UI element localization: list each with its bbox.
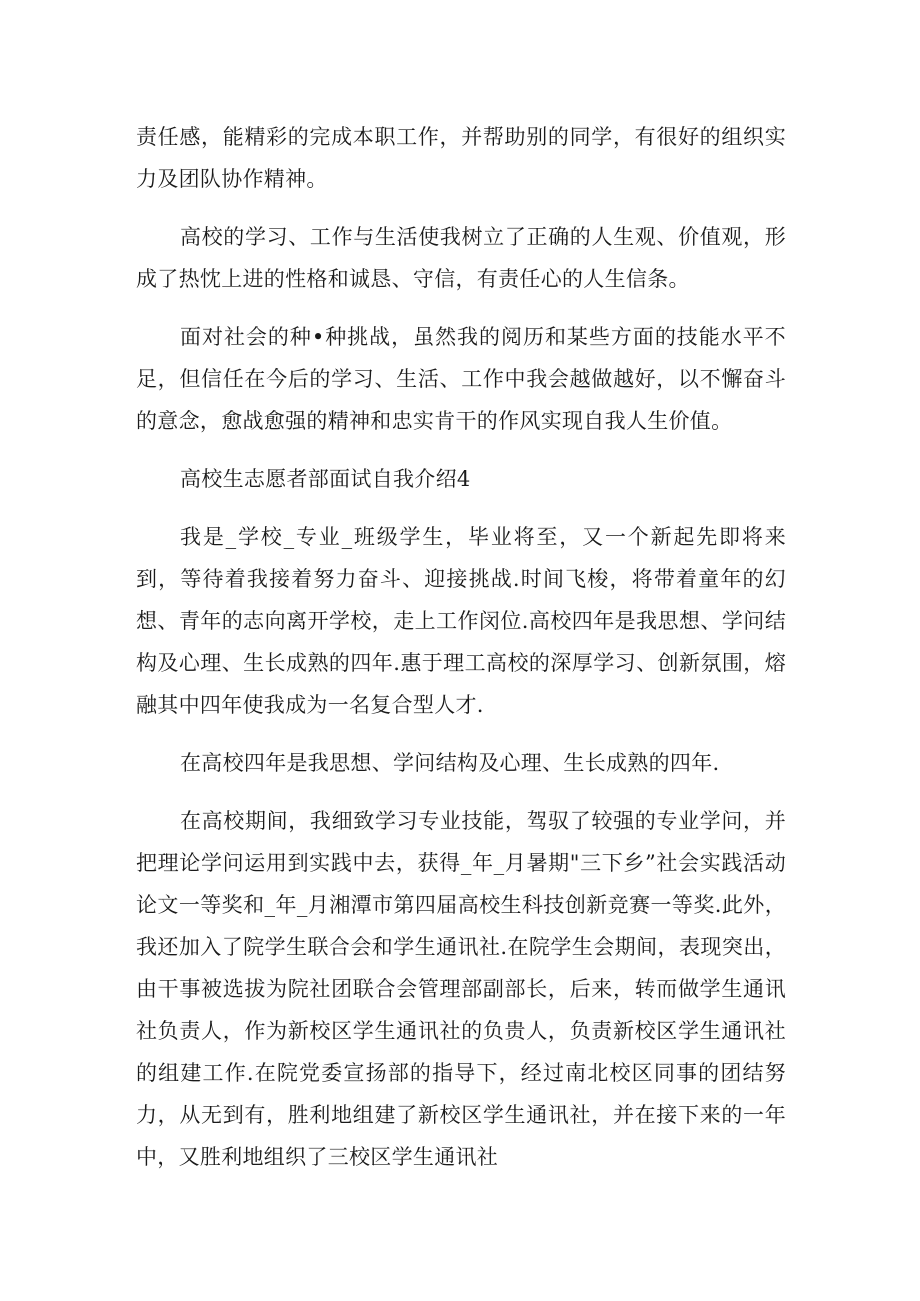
section-heading: 高校生志愿者部面试自我介绍4 (180, 467, 471, 491)
document-body (136, 116, 786, 1194)
paragraph-4: 我是_学校_专业_班级学生，毕业将至，又一个新起先即将来到，等待着我接着努力奋斗、迎接挑战.时间飞梭，将带着童年的幻想、青年的志向离开学校，走上工作闵位.高校四年是我思想、学问结构及心理、生长成熟的四年.惠于理工高校的深厚学习、创新氛围，熔融其中四年使我成为一名复合型人才. (136, 525, 786, 717)
paragraph-6: 在高校期间，我细致学习专业技能，驾驭了较强的专业学问，并把理论学问运用到实践中去，获得_年_月暑期"三下乡”社会实践活动论文一等奖和_年_月湘潭市第四届高校生科技创新竞赛一等奖.此外，我还加入了院学生联合会和学生通讯社.在院学生会期间，表现突出，由干事被选拔为院社团联合会管理部副部长，后来，转而做学生通讯社负责人，作为新校区学生通讯社的负贵人，负责新校区学生通讯社的组建工作.在院党委宣扬部的指导下，经过南北校区同事的团结努力，从无到有，胜利地组建了新校区学生通讯社，并在接下来的一年中，又胜利地组织了三校区学生通讯社 (136, 809, 786, 1169)
paragraph-5: 在高校四年是我思想、学问结构及心理、生长成熟的四年. (180, 751, 720, 775)
paragraph-1: 责任感，能精彩的完成本职工作，并帮助别的同学，有很好的组织实力及团队协作精神。 (136, 125, 786, 191)
paragraph-2: 高校的学习、工作与生活使我树立了正确的人生观、价值观，形成了热忱上进的性格和诚恳、守信，有责任心的人生信条。 (136, 225, 786, 291)
paragraph-3: 面对社会的种•种挑战，虽然我的阅历和某些方面的技能水平不足，但信任在今后的学习、生活、工作中我会越做越好，以不懈奋斗的意念，愈战愈强的精神和忠实肯干的作风实现自我人生价值。 (136, 325, 786, 433)
